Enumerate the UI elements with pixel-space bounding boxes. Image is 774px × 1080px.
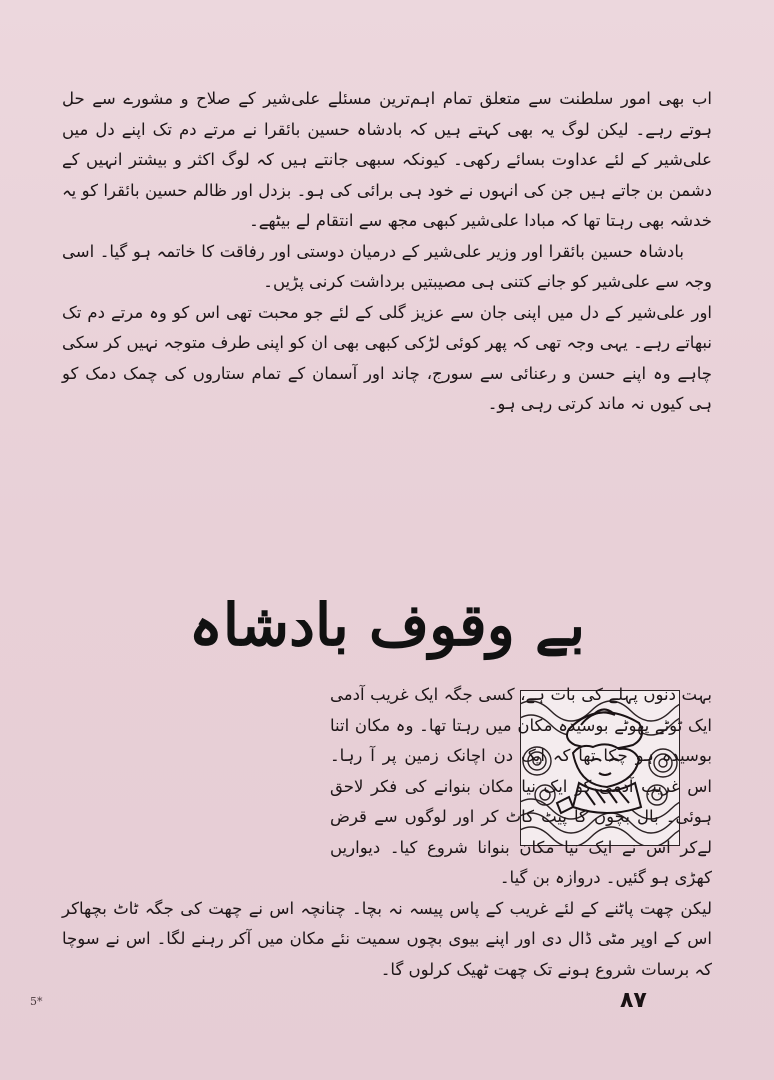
page-number: ۸۷ [620,988,647,1013]
story-paragraph-full: لیکن چھت پاٹنے کے لئے غریب کے پاس پیسہ نہ بچا۔ چنانچہ اس نے چھت کی جگہ ٹاٹ بچھاکر اس کے اوپر مٹی ڈال دی اور اپنے بیوی بچوں سمیت نئے مکان میں آکر رہنے لگا۔ اس نے سوچا کہ برسات شروع ہونے تک چھت ٹھیک کرلوں گا۔ [62,898,712,979]
story-title: بے وقوف بادشاہ [188,591,586,659]
intro-text-block [62,84,712,420]
paragraph-1: اب بھی امور سلطنت سے متعلق تمام اہم‌ترین مسئلے علی‌شیر کے صلاح و مشورے سے حل ہوتے رہے۔ لیکن لوگ یہ بھی کہتے ہیں کہ بادشاہ حسین بائقرا نے مرتے دم تک اپنے دل میں علی‌شیر کے لئے عداوت بسائے رکھی۔ کیونکہ سبھی جانتے ہیں کہ لوگ اکثر و بیشتر انہیں کے دشمن بن جاتے ہیں جن کی انہوں نے خود ہی برائی کی ہو۔ بزدل اور ظالم حسین بائقرا کو یہ خدشہ بھی رہتا تھا کہ مبادا علی‌شیر کبھی مجھ سے انتقام لے بیٹھے۔ [62,89,712,230]
paragraph-3: اور علی‌شیر کے دل میں اپنی جان سے عزیز گلی کے لئے جو محبت تھی اس کو وہ مرتے دم تک نبھاتے رہے۔ یہی وجہ تھی کہ پھر کوئی لڑکی کبھی بھی ان کو اپنی طرف متوجہ نہیں کر سکی چاہے وہ اپنے حسن و رعنائی سے سورج، چاند اور آسمان کے تمام ستاروں کی چمک دمک کو ہی کیوں نہ ماند کرتی رہی ہو۔ [62,302,712,413]
story-text-block [62,680,712,985]
paragraph-2: بادشاہ حسین بائقرا اور وزیر علی‌شیر کے درمیان دوستی اور رفاقت کا خاتمہ ہو گیا۔ اسی وجہ سے علی‌شیر کو جانے کتنی ہی مصیبتیں برداشت کرنی پڑیں۔ [62,241,712,291]
corner-mark: 5* [30,995,43,1008]
story-paragraph-narrow: بہت دنوں پہلے کی بات ہے، کسی جگہ ایک غریب آدمی ایک ٹوٹے پھوٹے بوسیدہ مکان میں رہتا تھا۔ وہ مکان اتنا بوسیدہ ہو چکا تھا کہ ایک دن اچانک زمین پر آ رہا۔ اس غریب آدمی کو ایک نیا مکان بنوانے کی فکر لاحق ہوئی۔ بال بچوں کا پیٹ کاٹ کر اور لوگوں سے قرض لےکر اس نے ایک نیا مکان بنوانا شروع کیا۔ دیواریں کھڑی ہو گئیں۔ دروازہ بن گیا۔ [330,685,712,887]
